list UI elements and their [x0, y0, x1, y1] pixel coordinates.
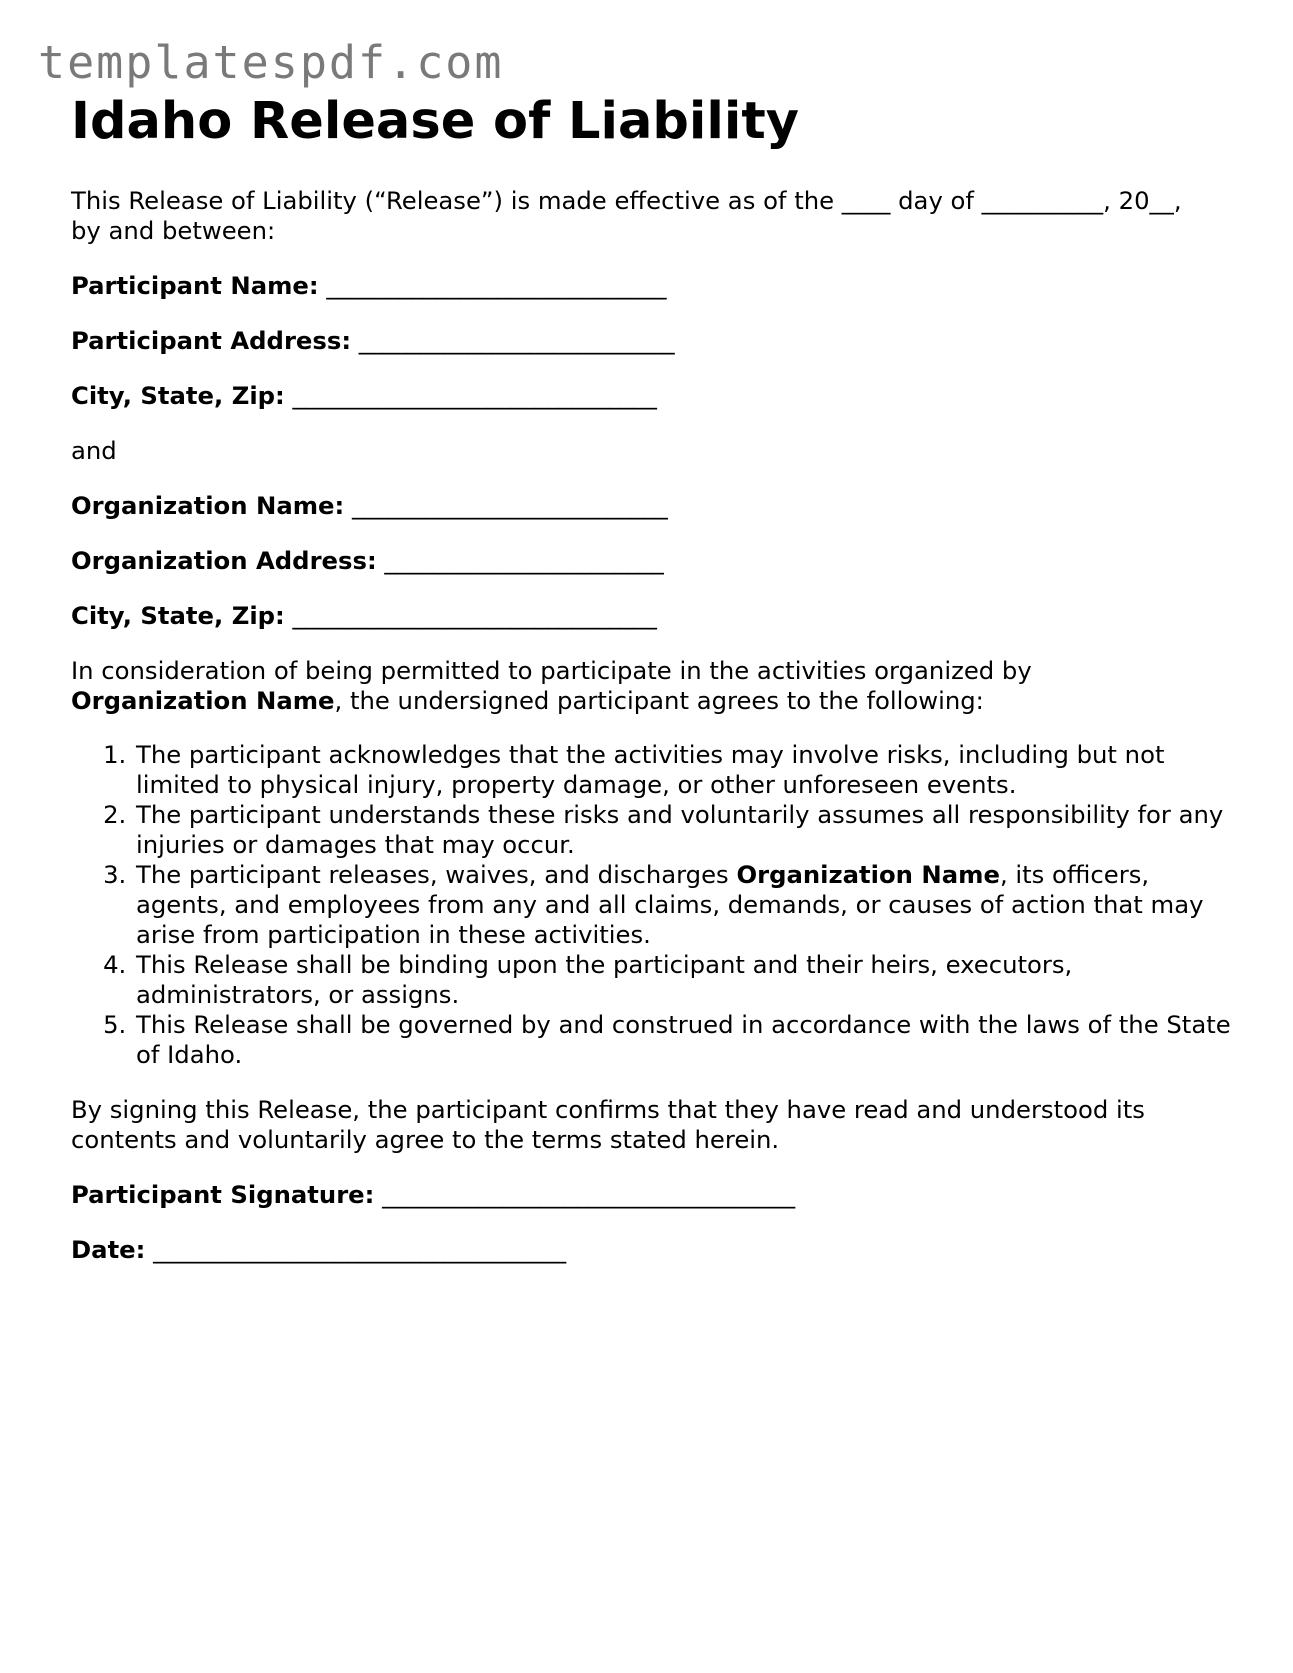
term-item: 4. This Release shall be binding upon the participant and their heirs, executors, administrators, or assigns. [134, 950, 1231, 1010]
participant-city-state-zip-field [71, 381, 1231, 411]
and-separator: and [71, 436, 117, 465]
participant-signature-blank[interactable]: __________________________________ [382, 1180, 796, 1209]
participant-address-label: Participant Address: [71, 326, 352, 355]
intro-line-2: by and between: [71, 216, 276, 245]
term-item: 5. This Release shall be governed by and construed in accordance with the laws of the State of Idaho. [134, 1010, 1231, 1070]
watermark: templatespdf.com [38, 36, 504, 89]
term-item [134, 860, 1231, 950]
terms-list [71, 740, 1231, 1070]
participant-name-blank[interactable]: ____________________________ [326, 271, 667, 300]
consideration-line-1: In consideration of being permitted to participate in the activities organized by [71, 656, 1032, 685]
participant-address-field [71, 326, 1231, 356]
intro-paragraph [71, 186, 1231, 246]
date-blank[interactable]: __________________________________ [153, 1235, 567, 1264]
term-3-after: , its officers, agents, and employees from any and all claims, demands, or causes of action that may arise from participation in these activities. [136, 860, 1204, 949]
participant-signature-label: Participant Signature: [71, 1180, 375, 1209]
closing-line-1: By signing this Release, the participant confirms that they have read and understood its [71, 1095, 1145, 1124]
participant-address-blank[interactable]: __________________________ [358, 326, 675, 355]
participant-city-state-zip-blank[interactable]: ______________________________ [292, 381, 657, 410]
organization-city-state-zip-blank[interactable]: ______________________________ [292, 601, 657, 630]
page-title: Idaho Release of Liability [71, 92, 799, 151]
participant-name-label: Participant Name: [71, 271, 319, 300]
term-item: 1. The participant acknowledges that the activities may involve risks, including but not limited to physical injury, property damage, or other unforeseen events. [134, 740, 1231, 800]
organization-name-blank[interactable]: __________________________ [351, 491, 668, 520]
participant-name-field [71, 271, 1231, 301]
term-3-org-name: Organization Name [736, 860, 1000, 889]
intro-line-1: This Release of Liability (“Release”) is made effective as of the ____ day of __________, 20__, [71, 186, 1182, 215]
document-body [71, 88, 1231, 1265]
organization-name-field [71, 491, 1231, 521]
participant-signature-field [71, 1180, 1231, 1210]
organization-address-label: Organization Address: [71, 546, 377, 575]
organization-address-blank[interactable]: _______________________ [384, 546, 664, 575]
date-label: Date: [71, 1235, 146, 1264]
closing-line-2: contents and voluntarily agree to the terms stated herein. [71, 1125, 780, 1154]
consideration-org-name: Organization Name [71, 686, 335, 715]
organization-name-label: Organization Name: [71, 491, 345, 520]
consideration-paragraph [71, 656, 1231, 716]
organization-address-field [71, 546, 1231, 576]
consideration-line-2: , the undersigned participant agrees to the following: [334, 686, 984, 715]
closing-paragraph [71, 1095, 1231, 1155]
participant-city-state-zip-label: City, State, Zip: [71, 381, 285, 410]
organization-city-state-zip-label: City, State, Zip: [71, 601, 285, 630]
date-field [71, 1235, 1231, 1265]
organization-city-state-zip-field [71, 601, 1231, 631]
term-item: 2. The participant understands these risks and voluntarily assumes all responsibility for any injuries or damages that may occur. [134, 800, 1231, 860]
term-3-before: The participant releases, waives, and discharges [136, 860, 737, 889]
